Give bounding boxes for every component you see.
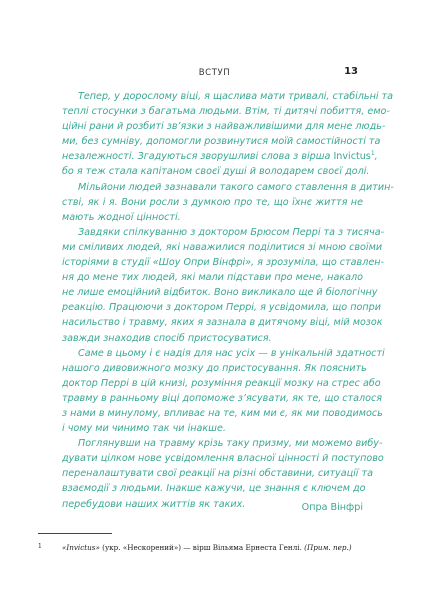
body-line: не лише емоційний відбиток. Воно викликало ще й біологічну: [62, 287, 378, 299]
body-line: ня до мене тих людей, які мали підстави про мене, накало: [62, 272, 363, 284]
comma: ,: [374, 151, 378, 163]
body-line: історіями в студії «Шоу Опри Вінфрі», я зрозуміла, що ставлен-: [62, 257, 384, 269]
body-line: Завдяки спілкуванню з доктором Брюсом Перрі та з тисяча-: [78, 226, 385, 238]
body-line: Мільйони людей зазнавали такого самого ставлення в дитин-: [78, 181, 394, 193]
body-line-text: незалежності. Згадуються зворушливі слова з вірша: [62, 151, 334, 163]
footnote-note: (Прим. пер.): [304, 543, 352, 552]
footnote-marker: 1: [370, 150, 375, 158]
body-line: бо я теж стала капітаном своєї душі й володарем своєї долі.: [62, 166, 370, 178]
body-line: перебудови наших життів як таких.: [62, 498, 246, 510]
body-line: дувати цілком нове усвідомлення власної цінності й поступово: [62, 453, 384, 465]
body-line: мають жодної цінності.: [62, 211, 181, 223]
body-text: [62, 89, 394, 512]
body-line: теплі стосунки з багатьма людьми. Втім, ті дитячі побиття, емо-: [62, 106, 390, 118]
body-line: переналаштувати свої реакції на різні обставини, ситуації та: [62, 468, 373, 480]
signature: Опра Вінфрі: [301, 502, 363, 513]
invictus-word: Invictus: [333, 151, 371, 163]
body-line: ми сміливих людей, які наважилися поділитися зі мною своїми: [62, 241, 383, 253]
footnote-title: «Invictus»: [62, 543, 100, 552]
body-line: Саме в цьому і є надія для нас усіх — в унікальній здатності: [78, 347, 385, 359]
body-line: Тепер, у дорослому віці, я щаслива мати тривалі, стабільні та: [78, 91, 394, 102]
body-line: реакцію. Працюючи з доктором Перрі, я усвідомила, що попри: [62, 302, 381, 314]
page-number: 13: [344, 66, 358, 77]
body-line: нашого дивовижного мозку до пристосування. Як пояснить: [62, 362, 367, 374]
body-line: [62, 149, 378, 164]
body-line: Поглянувши на травму крізь таку призму, ми можемо вибу-: [78, 438, 383, 450]
footnote: [38, 543, 368, 552]
body-line: насильство і травму, яких я зазнала в дитячому віці, мій мозок: [62, 317, 383, 329]
body-line: ми, без сумніву, допомогли розвинутися моїй самостійності та: [62, 136, 381, 148]
page-header-title: ВСТУП: [198, 68, 231, 78]
body-line: ційні рани й розбиті зв’язки з найважливішими для мене людь-: [62, 121, 386, 133]
body-line: завжди знаходив спосіб пристосуватися.: [62, 332, 272, 344]
footnote-text: (укр. «Нескорений») — вірш Вільяма Ернеста Генлі.: [99, 543, 305, 552]
body-line: взаємодії з людьми. Інакше кажучи, це знання є ключем до: [62, 483, 366, 495]
body-line: стві, як і я. Вони росли з думкою про те, що їхнє життя не: [62, 196, 363, 208]
body-line: доктор Перрі в цій книзі, розуміння реакції мозку на стрес або: [62, 377, 381, 389]
body-line: з нами в минулому, впливає на те, ким ми є, як ми поводимось: [62, 407, 383, 419]
footnote-divider: [38, 533, 112, 534]
footnote-number: 1: [38, 543, 42, 550]
body-line: травму в ранньому віці допоможе з’ясувати, як те, що сталося: [62, 392, 383, 404]
body-line: і чому ми чинимо так чи інакше.: [62, 423, 226, 435]
